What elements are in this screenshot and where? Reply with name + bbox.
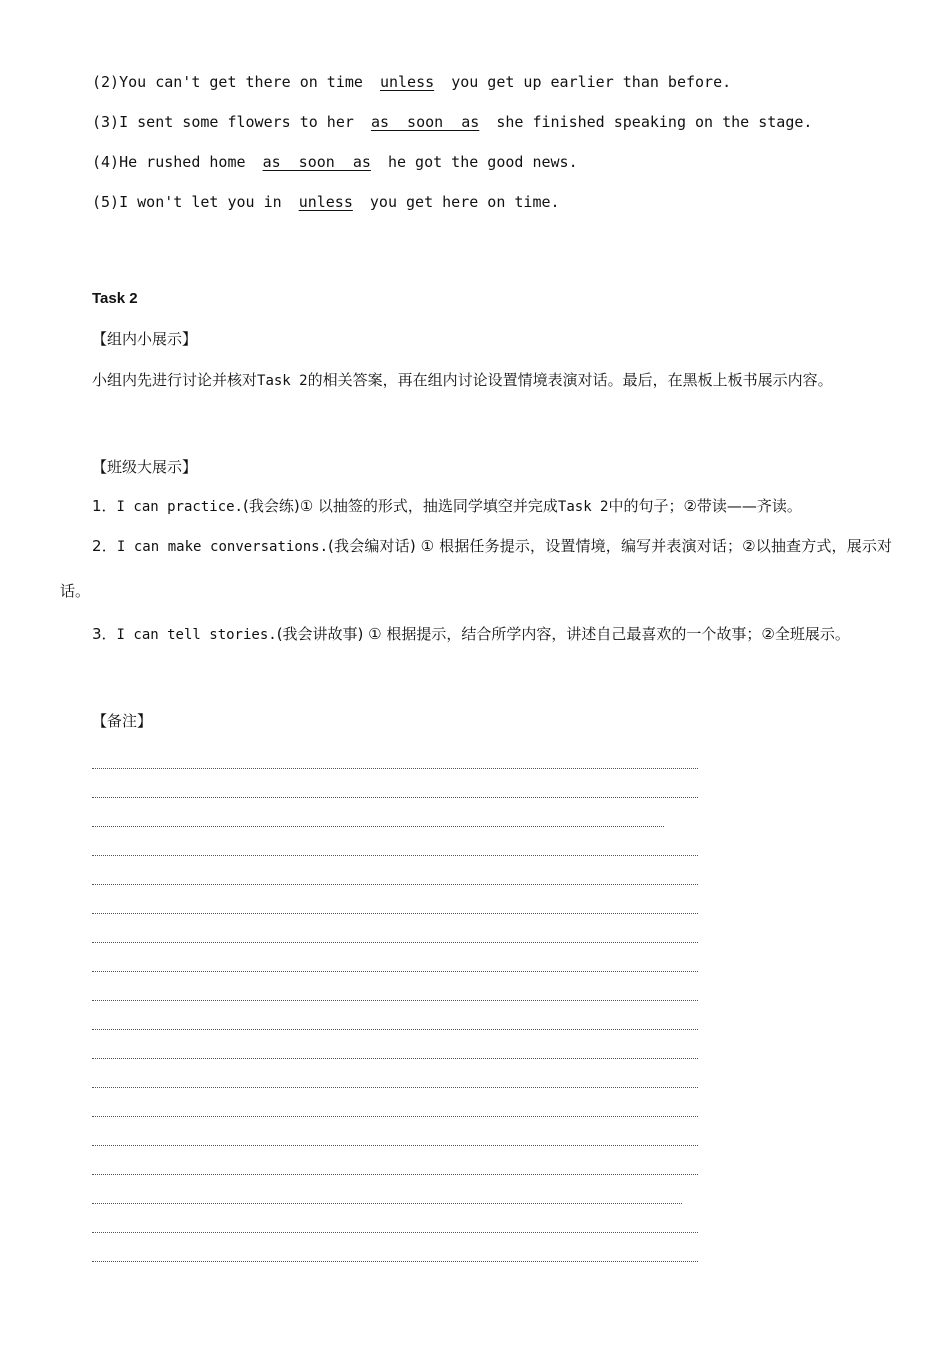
exercise-text-before: You can't get there on time [119,73,363,91]
group-show-paragraph [60,358,892,403]
exercise-text-before: I sent some flowers to her [119,113,354,131]
note-line[interactable] [92,1145,698,1146]
item-number: 2． [92,537,117,555]
group-show-heading: 【组内小展示】 [92,330,198,348]
paragraph-text: 小组内先进行讨论并核对 [92,371,258,389]
notes-heading: 【备注】 [92,712,153,730]
item-chinese: (我会练)① 以抽签的形式，抽选同学填空并完成 [242,497,558,515]
exercise-text-after: you get up earlier than before. [451,73,732,91]
item-english: I can practice. [116,499,243,515]
note-line[interactable] [92,884,698,885]
note-line[interactable] [92,768,698,769]
note-line[interactable] [92,855,698,856]
note-line[interactable] [92,1232,698,1233]
note-line[interactable] [92,797,698,798]
note-line[interactable] [92,971,698,972]
task-reference: Task 2 [257,373,308,389]
exercise-answer: as soon as [262,153,371,171]
note-line[interactable] [92,1058,698,1059]
class-show-item-3 [60,612,892,657]
exercise-number: (2) [92,73,120,91]
class-show-heading: 【班级大展示】 [92,458,198,476]
note-line[interactable] [92,1029,698,1030]
task-reference: Task 2 [557,499,609,515]
exercise-number: (5) [92,193,120,211]
exercise-text-after: she finished speaking on the stage. [496,113,813,131]
note-line[interactable] [92,942,698,943]
note-line[interactable] [92,1116,698,1117]
exercise-item-5 [92,192,560,212]
paragraph-text: 的相关答案，再在组内讨论设置情境表演对话。最后，在黑板上板书展示内容。 [307,371,833,389]
exercise-item-2 [92,72,731,92]
note-line[interactable] [92,1174,698,1175]
exercise-text-before: I won't let you in [119,193,282,211]
class-show-item-2 [60,524,892,613]
item-chinese: (我会讲故事) ① 根据提示，结合所学内容，讲述自己最喜欢的一个故事；②全班展示。 [276,625,850,643]
note-line[interactable] [92,1000,698,1001]
exercise-text-before: He rushed home [119,153,246,171]
item-number: 3． [92,625,117,643]
exercise-answer: as soon as [370,113,480,131]
exercise-text-after: he got the good news. [387,153,578,171]
exercise-item-3 [92,112,812,132]
note-line[interactable] [92,1261,698,1262]
exercise-text-after: you get here on time. [369,193,560,211]
class-show-item-1 [60,484,892,529]
exercise-answer: unless [379,73,435,91]
note-line[interactable] [92,826,664,827]
notes-lines [92,768,698,1290]
exercise-answer: unless [298,193,353,211]
exercise-item-4 [92,152,578,172]
note-line[interactable] [92,1203,682,1204]
exercise-number: (3) [92,113,120,131]
item-chinese: (我会编对话) ① 根据任务提示，设置情境，编写并表演对话；②以抽查方式，展示对话。 [60,537,893,600]
task-title: Task 2 [92,290,138,307]
exercise-number: (4) [92,153,120,171]
item-english: I can make conversations. [116,539,329,555]
item-chinese: 中的句子；②带读——齐读。 [608,497,802,515]
item-english: I can tell stories. [116,627,277,643]
note-line[interactable] [92,1087,698,1088]
note-line[interactable] [92,913,698,914]
item-number: 1． [92,497,117,515]
